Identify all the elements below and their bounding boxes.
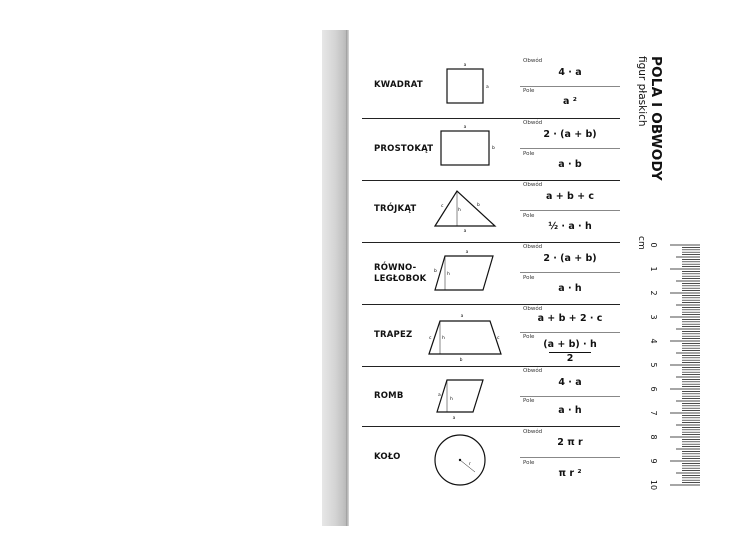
ruler [645, 240, 705, 500]
trapezoid-perimeter-formula: a + b + 2 · c [537, 313, 603, 324]
square-side-label: a [486, 85, 489, 90]
row-label-parallelogram [374, 263, 426, 285]
ruler-number: 10 [649, 479, 658, 491]
ruler-number: 4 [649, 338, 658, 344]
ruler-number: 9 [649, 458, 658, 464]
row-label-rhombus: ROMB [374, 391, 404, 401]
row-label-square: KWADRAT [374, 80, 423, 90]
notebook-spine-shadow [322, 30, 346, 526]
parallelogram-height-label: h [447, 272, 450, 277]
rhombus-height-label: h [450, 397, 453, 402]
ruler-number: 6 [649, 386, 658, 392]
trapezoid-area-denominator: 2 [566, 353, 574, 364]
triangle-area-formula: ½ · a · h [548, 221, 592, 232]
title-block [630, 56, 670, 181]
formula-separator [520, 332, 620, 333]
rhombus-perimeter-formula: 4 · a [558, 377, 582, 388]
rectangle-figure [425, 118, 505, 180]
perimeter-caption: Obwód [523, 58, 543, 64]
circle-figure [425, 427, 505, 489]
ruler-number: 3 [649, 314, 658, 320]
formula-separator [520, 396, 620, 397]
trapezoid-height-label: h [442, 336, 445, 341]
parallelogram-perimeter-formula: 2 · (a + b) [543, 253, 597, 264]
ruler-number: 2 [649, 290, 658, 296]
perimeter-caption: Obwód [523, 306, 543, 312]
parallelogram-side-label: a [465, 250, 469, 255]
parallelogram-side-label: b [434, 269, 437, 274]
ruler-number: 7 [649, 410, 658, 416]
circle-radius-label: r [469, 462, 471, 467]
area-caption: Pole [523, 213, 535, 219]
ruler-number: 5 [649, 362, 658, 368]
trapezoid-side-label: a [460, 314, 464, 319]
rhombus-side-label: a [452, 416, 456, 421]
circle-perimeter-formula: 2 π r [557, 437, 583, 448]
rectangle-side-label: b [492, 146, 495, 151]
perimeter-caption: Obwód [523, 120, 543, 126]
rhombus-side-label: a [438, 393, 441, 398]
triangle-perimeter-formula: a + b + c [546, 191, 594, 202]
ruler-number: 8 [649, 434, 658, 440]
row-label-trapezoid: TRAPEZ [374, 330, 413, 340]
rhombus-area-formula: a · h [558, 405, 582, 416]
area-caption: Pole [523, 398, 535, 404]
formula-separator [520, 210, 620, 211]
perimeter-caption: Obwód [523, 182, 543, 188]
square-figure [425, 56, 505, 118]
trapezoid-figure [425, 304, 505, 366]
parallelogram-area-formula: a · h [558, 283, 582, 294]
row-label-circle: KOŁO [374, 452, 401, 462]
formula-separator [520, 457, 620, 458]
rectangle-side-label: a [463, 125, 467, 130]
rhombus-figure [425, 366, 505, 428]
area-caption: Pole [523, 334, 535, 340]
area-caption: Pole [523, 151, 535, 157]
area-caption: Pole [523, 460, 535, 466]
rectangle-area-formula: a · b [558, 159, 582, 170]
triangle-figure [425, 180, 505, 242]
row-label-parallelogram-line2: LEGŁOBOK [374, 274, 427, 284]
page-title: POLA I OBWODY [648, 56, 664, 181]
notebook-page-edge [346, 30, 349, 526]
row-label-triangle: TRÓJKĄT [374, 204, 417, 214]
formula-separator [520, 148, 620, 149]
row-label-rectangle: PROSTOKĄT [374, 144, 434, 154]
perimeter-caption: Obwód [523, 368, 543, 374]
square-side-label: a [463, 63, 467, 68]
area-caption: Pole [523, 275, 535, 281]
trapezoid-side-label: b [459, 358, 463, 363]
triangle-side-label: b [477, 203, 480, 208]
perimeter-caption: Obwód [523, 244, 543, 250]
square-area-formula: a ² [563, 96, 577, 107]
circle-area-formula: π r ² [558, 468, 582, 479]
area-caption: Pole [523, 88, 535, 94]
triangle-height-label: h [458, 208, 461, 213]
square-perimeter-formula: 4 · a [558, 67, 582, 78]
page-subtitle: figur płaskich [636, 56, 648, 127]
trapezoid-side-label: c [497, 336, 500, 341]
perimeter-caption: Obwód [523, 429, 543, 435]
ruler-unit-label: cm [636, 236, 646, 250]
formula-separator [520, 86, 620, 87]
row-label-parallelogram-line1: RÓWNO- [374, 263, 417, 273]
trapezoid-area-numerator: (a + b) · h [543, 339, 597, 350]
trapezoid-side-label: c [429, 336, 432, 341]
ruler-number: 1 [649, 266, 658, 272]
triangle-side-label: c [441, 204, 444, 209]
triangle-side-label: a [463, 229, 467, 234]
formula-separator [520, 272, 620, 273]
rectangle-perimeter-formula: 2 · (a + b) [543, 129, 597, 140]
ruler-number: 0 [649, 242, 658, 248]
parallelogram-figure [425, 242, 505, 304]
